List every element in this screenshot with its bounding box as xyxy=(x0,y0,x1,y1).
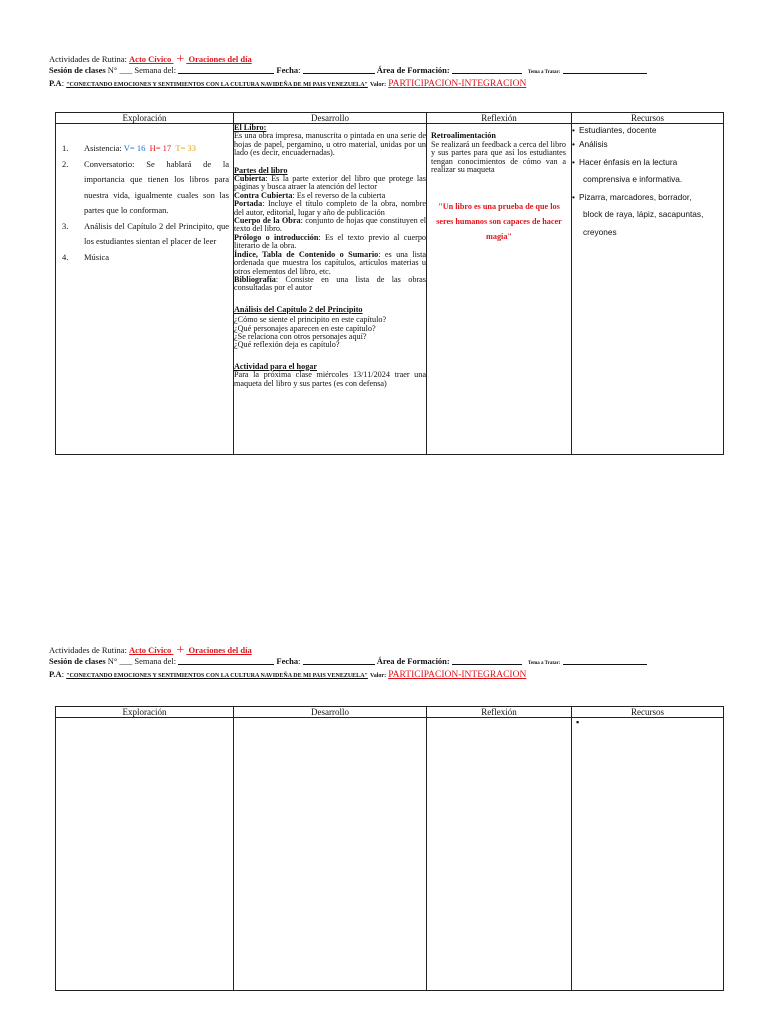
list-item: ¿Cómo se siente el principito en este capítulo? xyxy=(234,315,387,325)
acto-civico: Acto Cívico xyxy=(129,645,172,655)
fecha-label: Fecha xyxy=(276,65,299,75)
list-item: ¿Qué reflexión deja es capítulo? xyxy=(234,340,340,350)
col-recursos: Recursos xyxy=(572,707,724,718)
quote-text: "Un libro es una prueba de que los seres humanos son capaces de hacer magia" xyxy=(436,201,562,241)
rutina-line xyxy=(49,54,729,65)
pa-line: P.A: "CONECTANDO EMOCIONES Y SENTIMIENTOS CON LA CULTURA NAVIDEÑA DE MI PAIS VENEZUELA" Valor: PARTICIPACION-INTEGRACION xyxy=(49,669,527,680)
varones-count: 16 xyxy=(136,143,146,153)
pa-label: P.A xyxy=(49,78,62,88)
tema-field[interactable] xyxy=(563,664,647,665)
cell-reflexion-empty[interactable] xyxy=(427,718,572,991)
col-desarrollo: Desarrollo xyxy=(234,707,427,718)
area-field[interactable] xyxy=(452,664,522,665)
semana-field[interactable] xyxy=(178,664,274,665)
pa-line: P.A: "CONECTANDO EMOCIONES Y SENTIMIENTOS CON LA CULTURA NAVIDEÑA DE MI PAIS VENEZUELA" Valor: PARTICIPACION-INTEGRACION xyxy=(49,78,527,89)
semana-field[interactable] xyxy=(178,73,274,74)
rutina-label: Actividades de Rutina: xyxy=(49,54,127,64)
plus-icon: + xyxy=(176,52,185,67)
cell-desarrollo xyxy=(234,124,427,455)
cell-desarrollo-empty[interactable] xyxy=(234,718,427,991)
col-exploracion: Exploración xyxy=(56,707,234,718)
oraciones-del-dia: Oraciones del día xyxy=(188,54,252,64)
planning-table-1 xyxy=(55,112,724,455)
acto-civico: Acto Cívico xyxy=(129,54,172,64)
col-exploracion: Exploración xyxy=(56,113,234,124)
rutina-line: Actividades de Rutina: Acto Cívico + Oraciones del día xyxy=(49,643,252,658)
cell-reflexion xyxy=(427,124,572,455)
list-item: • Pizarra, marcadores, borrador, xyxy=(572,189,723,207)
list-item: Bibliografía: Consiste en una lista de las obras consultadas por el autor xyxy=(234,274,426,293)
hembras-count: 17 xyxy=(162,143,172,153)
header-block-1 xyxy=(49,54,729,90)
col-reflexion: Reflexión xyxy=(427,113,572,124)
area-label: Área de Formación: xyxy=(376,65,450,75)
retro-title: Retroalimentación xyxy=(431,131,496,140)
sesion-line: Sesión de clases N° ___ Semana del: Fecha: Área de Formación: Tema a Tratar: xyxy=(49,65,729,78)
cell-exploracion xyxy=(56,124,234,455)
pa-title: "CONECTANDO EMOCIONES Y SENTIMIENTOS CON LA CULTURA NAVIDEÑA DE MI PAIS VENEZUELA" xyxy=(66,82,368,88)
list-item: • Análisis xyxy=(572,136,723,154)
retro-text: Se realizará un feedback a cerca del libro y sus partes para que así los estudiantes tengan conocimientos de cómo van a realizar su maqueta xyxy=(431,139,566,175)
cell-recursos-empty[interactable] xyxy=(572,718,724,991)
list-item: 2. Conversatorio: Se hablará de la importancia que tienen los libros para nuestra vida, igualmente cuales son las partes que lo conforman. xyxy=(62,158,229,215)
list-item: • Estudiantes, docente xyxy=(572,124,723,136)
list-item: Índice, Tabla de Contenido o Sumario: es una lista ordenada que muestra los capítulos, artículos materias u otros elementos del libro, etc. xyxy=(234,249,426,276)
list-item: Cuerpo de la Obra: conjunto de hojas que constituyen el texto del libro. xyxy=(234,216,426,234)
header-block-2 xyxy=(49,645,729,681)
list-item: 4. Música xyxy=(62,251,110,262)
cell-exploracion-empty[interactable] xyxy=(56,718,234,991)
list-item: 1. Asistencia: V= 16 H= 17 T= 33 xyxy=(62,143,197,153)
list-item: ¿Se relaciona con otros personajes aquí? xyxy=(234,331,367,341)
sesion-line: Sesión de clases N° ___ Semana del: Fecha: Área de Formación: Tema a Tratar: xyxy=(49,656,729,669)
tema-label: Tema a Tratar: xyxy=(528,70,561,75)
valor-label: Valor: xyxy=(369,82,387,88)
sesion-num: N° ___ xyxy=(107,65,133,75)
col-reflexion: Reflexión xyxy=(427,707,572,718)
list-item: Portada: Incluye el título completo de la obra, nombre del autor, editorial, lugar y año de publicación xyxy=(234,199,426,217)
planning-table-2 xyxy=(55,706,724,991)
list-item: 3. Análisis del Capítulo 2 del Principito, que los estudiantes sientan el placer de leer xyxy=(62,220,229,246)
oraciones-del-dia: Oraciones del día xyxy=(188,645,252,655)
col-desarrollo: Desarrollo xyxy=(234,113,427,124)
libro-text: Es una obra impresa, manuscrita o pintada en una serie de hojas de papel, pergamino, u otro material, unidas por un lado (es decir, encuadernadas). xyxy=(234,131,426,158)
list-item: Cubierta: Es la parte exterior del libro que protege las páginas y busca atraer la atención del lector xyxy=(234,174,426,192)
list-item: ¿Qué personajes aparecen en este capítulo? xyxy=(234,323,376,333)
area-field[interactable] xyxy=(452,73,522,74)
col-recursos: Recursos xyxy=(572,113,724,124)
list-item: Contra Cubierta: Es el reverso de la cubierta xyxy=(234,190,386,200)
total-count: 33 xyxy=(187,143,197,153)
plus-icon: + xyxy=(176,643,185,658)
valor-value: PARTICIPACION-INTEGRACION xyxy=(388,79,527,89)
libro-title: El Libro: xyxy=(234,123,267,132)
semana-label: Semana del: xyxy=(134,65,177,75)
fecha-field[interactable] xyxy=(303,664,375,665)
hogar-title: Actividad para el hogar xyxy=(234,361,318,371)
analisis-title: Análisis del Capítulo 2 del Principito xyxy=(234,304,363,314)
list-item: • Hacer énfasis en la lectura xyxy=(572,154,723,172)
tema-field[interactable] xyxy=(563,73,647,74)
fecha-field[interactable] xyxy=(303,73,375,74)
sesion-label: Sesión de clases xyxy=(49,65,106,75)
hogar-text: Para la próxima clase miércoles 13/11/2024 traer una maqueta del libro y sus partes (es con defensa) xyxy=(234,370,426,388)
bullet-icon: ▪ xyxy=(576,717,580,727)
cell-recursos: • Estudiantes, docente • Análisis • Hacer énfasis en la lectura comprensiva e informativa. • Pizarra, marcadores, borrador, block de raya, lápiz, sacapuntas, creyones xyxy=(572,124,724,455)
partes-title: Partes del libro xyxy=(234,165,288,175)
list-item: Prólogo o introducción: Es el texto previo al cuerpo literario de la obra. xyxy=(234,232,427,251)
